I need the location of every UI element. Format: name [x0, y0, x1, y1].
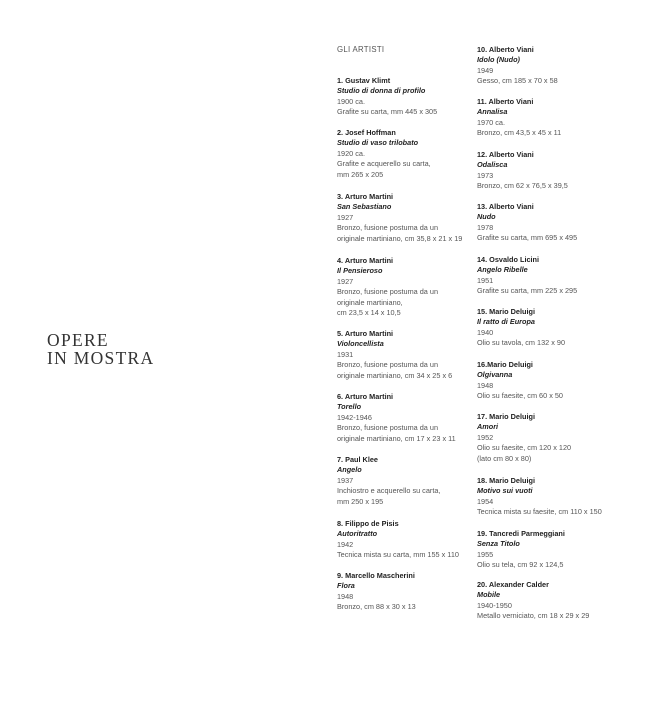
artwork-title: Angelo: [337, 465, 362, 475]
artwork-artist: 7. Paul Klee: [337, 455, 378, 464]
artwork-artist: 17. Mario Deluigi: [477, 412, 535, 421]
artwork-artist: 3. Arturo Martini: [337, 192, 394, 201]
artwork-title: Odalisca: [477, 160, 508, 170]
artwork-detail: 1937: [337, 475, 354, 485]
artwork-entry: [337, 571, 487, 613]
artwork-detail: Tecnica mista su faesite, cm 110 x 150: [477, 507, 602, 517]
artwork-entry: [477, 150, 627, 192]
artwork-entry: [337, 455, 487, 507]
artwork-title: Studio di donna di profilo: [337, 86, 426, 96]
artwork-entry: [337, 128, 487, 180]
artwork-title: San Sebastiano: [337, 202, 392, 212]
artwork-detail: 1954: [477, 496, 494, 506]
artwork-artist: 14. Osvaldo Licini: [477, 255, 540, 264]
artwork-detail: (lato cm 80 x 80): [477, 453, 532, 463]
artwork-artist: 4. Arturo Martini: [337, 256, 394, 265]
artwork-detail: mm 250 x 195: [337, 496, 384, 506]
artwork-title: Flora: [337, 581, 355, 591]
artwork-detail: Bronzo, cm 43,5 x 45 x 11: [477, 128, 562, 138]
artwork-artist: 11. Alberto Viani: [477, 97, 534, 106]
artwork-artist: 13. Alberto Viani: [477, 202, 534, 211]
artwork-title: Torello: [337, 402, 362, 412]
artwork-artist: 8. Filippo de Pisis: [337, 519, 399, 528]
artwork-detail: Inchiostro e acquerello su carta,: [337, 486, 441, 496]
artwork-title: Il ratto di Europa: [477, 317, 535, 327]
artwork-entry: [477, 529, 627, 571]
artwork-detail: Grafite su carta, mm 445 x 305: [337, 107, 438, 117]
artwork-entry: [477, 307, 627, 349]
section-title-line-1: OPERE: [47, 330, 109, 350]
artwork-detail: Bronzo, fusione postuma da un: [337, 360, 439, 370]
artwork-detail: 1952: [477, 432, 494, 442]
artwork-detail: Bronzo, fusione postuma da un: [337, 223, 439, 233]
artwork-artist: 6. Arturo Martini: [337, 392, 394, 401]
artwork-entry: [477, 412, 627, 464]
artwork-title: Autoritratto: [337, 529, 378, 539]
artwork-title: Senza Titolo: [477, 539, 520, 549]
artwork-title: Motivo sui vuoti: [477, 486, 533, 496]
artwork-title: Olgivanna: [477, 370, 513, 380]
artwork-detail: 1927: [337, 212, 354, 222]
artwork-detail: cm 23,5 x 14 x 10,5: [337, 308, 401, 318]
artwork-title: Amori: [477, 422, 499, 432]
artwork-detail: 1970 ca.: [477, 117, 505, 127]
artwork-detail: Bronzo, cm 62 x 76,5 x 39,5: [477, 181, 568, 191]
artwork-entry: [337, 519, 487, 561]
artwork-entry: [337, 192, 487, 244]
artwork-entry: [477, 580, 627, 622]
artwork-title: Il Pensieroso: [337, 266, 383, 276]
artwork-detail: Bronzo, fusione postuma da un: [337, 423, 439, 433]
artwork-entry: [477, 476, 627, 518]
artwork-title: Mobile: [477, 590, 501, 600]
artwork-detail: 1978: [477, 222, 494, 232]
artwork-detail: Olio su tela, cm 92 x 124,5: [477, 560, 564, 570]
artwork-artist: 2. Josef Hoffman: [337, 128, 396, 137]
artwork-detail: Olio su faesite, cm 60 x 50: [477, 391, 563, 401]
artwork-artist: 9. Marcello Mascherini: [337, 571, 415, 580]
artwork-entry: [477, 255, 627, 297]
artwork-artist: 19. Tancredi Parmeggiani: [477, 529, 565, 538]
artwork-detail: 1931: [337, 349, 354, 359]
artwork-detail: 1942-1946: [337, 412, 372, 422]
artwork-title: Studio di vaso trilobato: [337, 138, 419, 148]
artwork-artist: 20. Alexander Calder: [477, 580, 549, 589]
artwork-detail: 1951: [477, 275, 494, 285]
artwork-entry: [337, 256, 487, 318]
artwork-entry: [477, 202, 627, 244]
artwork-detail: 1948: [337, 591, 354, 601]
artwork-detail: Olio su faesite, cm 120 x 120: [477, 443, 572, 453]
artwork-detail: Olio su tavola, cm 132 x 90: [477, 338, 566, 348]
artwork-detail: mm 265 x 205: [337, 169, 384, 179]
artwork-detail: 1920 ca.: [337, 148, 365, 158]
artwork-detail: 1955: [477, 549, 494, 559]
artwork-detail: 1973: [477, 170, 494, 180]
artwork-detail: 1942: [337, 539, 354, 549]
artwork-entry: [477, 360, 627, 402]
artwork-detail: 1949: [477, 65, 494, 75]
artwork-detail: Metallo verniciato, cm 18 x 29 x 29: [477, 611, 590, 621]
artwork-detail: Grafite su carta, mm 225 x 295: [477, 286, 578, 296]
artwork-detail: originale martiniano,: [337, 297, 403, 307]
section-title-line-2: IN MOSTRA: [47, 348, 155, 368]
artwork-detail: Bronzo, cm 88 x 30 x 13: [337, 602, 416, 612]
artwork-artist: 5. Arturo Martini: [337, 329, 394, 338]
artwork-title: Angelo Ribelle: [477, 265, 528, 275]
artwork-artist: 12. Alberto Viani: [477, 150, 534, 159]
artwork-title: Annalisa: [477, 107, 508, 117]
artwork-detail: originale martiniano, cm 17 x 23 x 11: [337, 433, 456, 443]
artwork-artist: 18. Mario Deluigi: [477, 476, 535, 485]
artwork-detail: 1940: [477, 327, 494, 337]
artwork-title: Nudo: [477, 212, 496, 222]
artwork-detail: originale martiniano, cm 34 x 25 x 6: [337, 370, 453, 380]
artwork-detail: 1948: [477, 380, 494, 390]
section-title: [47, 331, 154, 367]
artwork-title: Idolo (Nudo): [477, 55, 520, 65]
artwork-detail: 1940-1950: [477, 600, 512, 610]
artwork-entry: [477, 45, 627, 87]
artwork-detail: Tecnica mista su carta, mm 155 x 110: [337, 550, 459, 560]
artwork-artist: 10. Alberto Viani: [477, 45, 534, 54]
artwork-detail: 1927: [337, 276, 354, 286]
artwork-detail: originale martiniano, cm 35,8 x 21 x 19: [337, 233, 463, 243]
artwork-entry: [337, 76, 487, 118]
artwork-artist: 16.Mario Deluigi: [477, 360, 533, 369]
artwork-entry: [337, 392, 487, 444]
artwork-artist: 1. Gustav Klimt: [337, 76, 391, 85]
artwork-entry: [337, 329, 487, 381]
artwork-entry: [477, 97, 627, 139]
artwork-detail: Grafite e acquerello su carta,: [337, 159, 431, 169]
artwork-title: Violoncellista: [337, 339, 384, 349]
artwork-detail: Bronzo, fusione postuma da un: [337, 287, 439, 297]
artwork-detail: 1900 ca.: [337, 96, 365, 106]
artwork-detail: Gesso, cm 185 x 70 x 58: [477, 76, 558, 86]
artwork-detail: Grafite su carta, mm 695 x 495: [477, 233, 578, 243]
artwork-artist: 15. Mario Deluigi: [477, 307, 535, 316]
artists-heading: GLI ARTISTI: [337, 45, 385, 54]
